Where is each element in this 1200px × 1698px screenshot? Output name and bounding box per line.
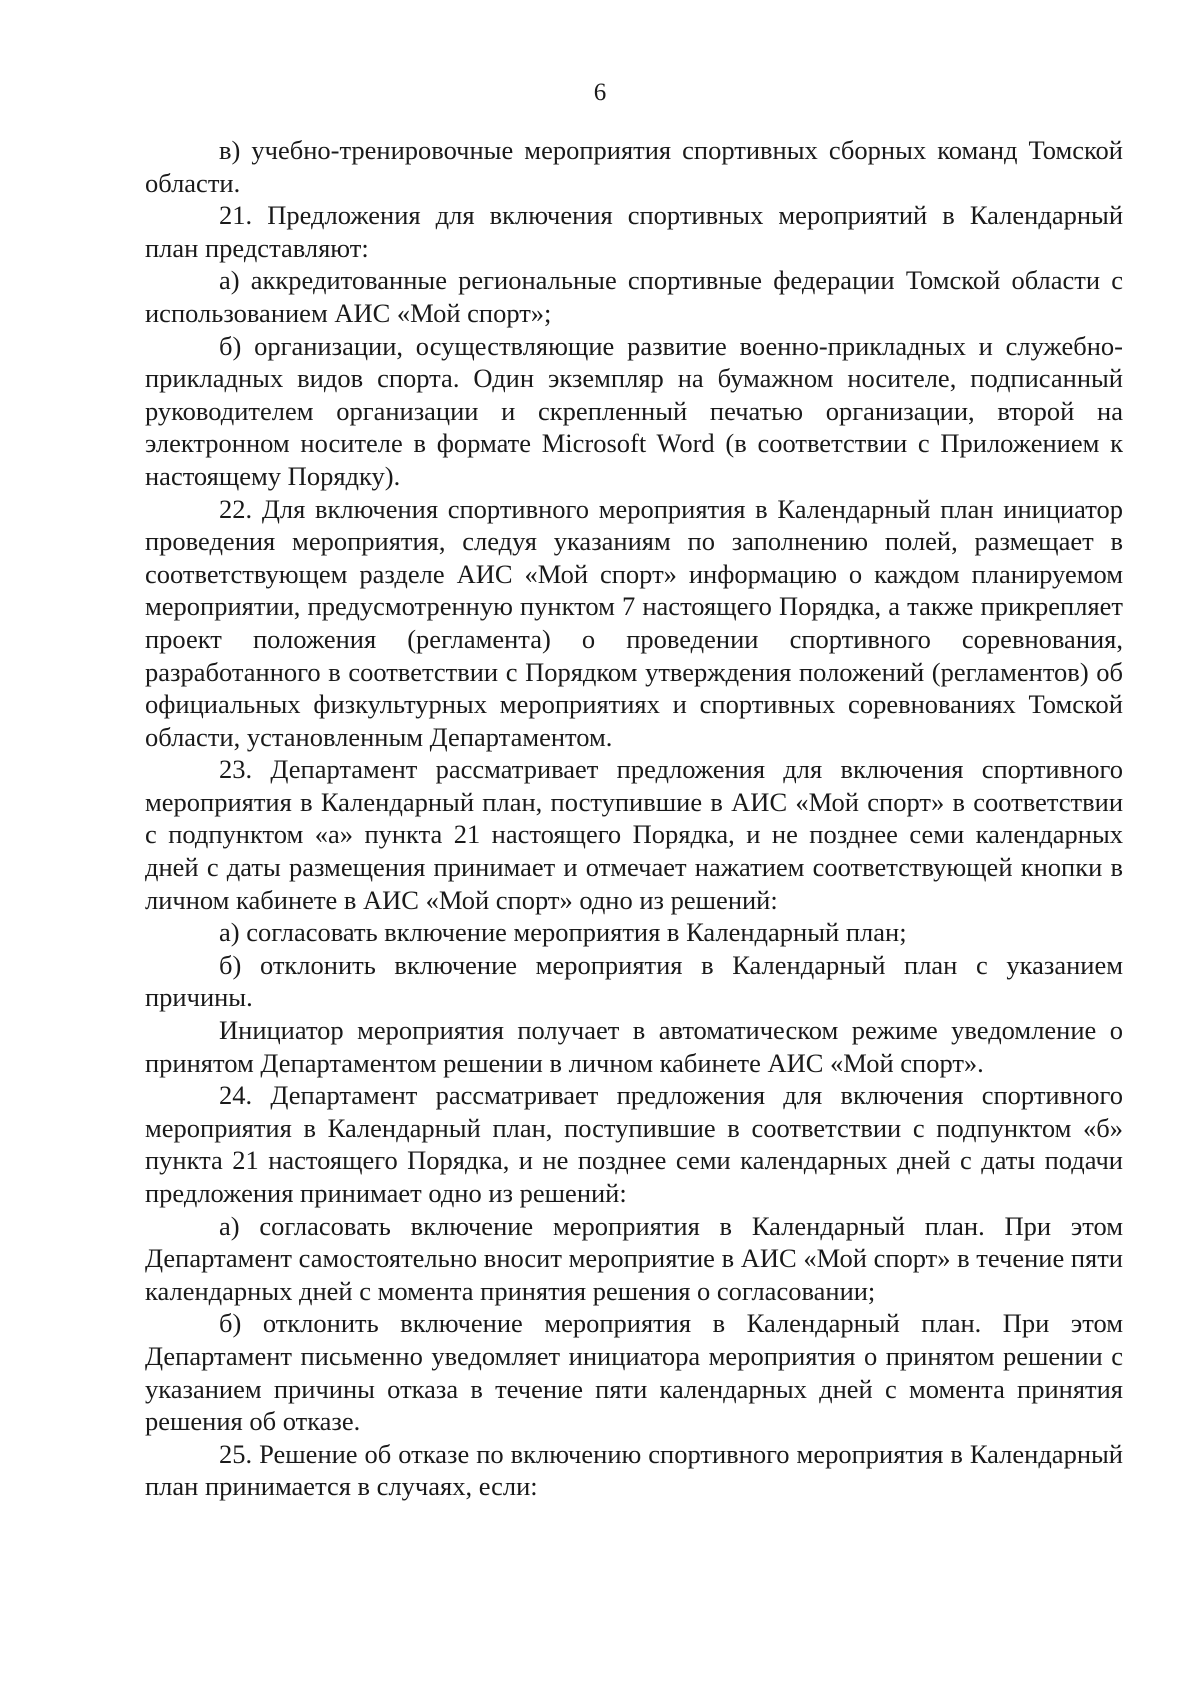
paragraph-22-inclusion-procedure: 22. Для включения спортивного мероприятия в Календарный план инициатор проведения мероприятия, следуя указаниям по заполнению полей, размещает в соответствующем разделе АИС «Мой спорт» информацию о каждом планируемом мероприятии, предусмотренную пунктом 7 настоящего Порядка, а также прикрепляет проект положения (регламента) о проведении спортивного соревнования, разработанного в соответствии с Порядком утверждения положений (регламентов) об официальных физкультурных мероприятиях и спортивных соревнованиях Томской области, установленным Департаментом.	[145, 493, 1123, 752]
paragraph-23-department-review: 23. Департамент рассматривает предложения для включения спортивного мероприятия в Календарный план, поступившие в АИС «Мой спорт» в соответствии с подпунктом «а» пункта 21 настоящего Порядка, и не позднее семи календарных дней с даты размещения принимает и отмечает нажатием соответствующей кнопки в личном кабинете в АИС «Мой спорт» одно из решений:	[145, 754, 1123, 915]
page-number: 6	[593, 79, 607, 106]
paragraph-21a-federations: а) аккредитованные региональные спортивные федерации Томской области с использованием АИС «Мой спорт»;	[145, 265, 1123, 328]
paragraph-item-v-training-events: в) учебно-тренировочные мероприятия спортивных сборных команд Томской области.	[145, 135, 1123, 198]
paragraph-23b-reject: б) отклонить включение мероприятия в Календарный план с указанием причины.	[145, 949, 1123, 1013]
paragraph-21b-organizations: б) организации, осуществляющие развитие военно-прикладных и служебно-прикладных видов спорта. Один экземпляр на бумажном носителе, подписанный руководителем организации и скрепленный печатью организации, второй на электронном носителе в формате Microsoft Word (в соответствии с Приложением к настоящему Порядку).	[145, 330, 1123, 491]
paragraph-24b-reject: б) отклонить включение мероприятия в Календарный план. При этом Департамент письменно уведомляет инициатора мероприятия о принятом решении с указанием причины отказа в течение пяти календарных дней с момента принятия решения об отказе.	[145, 1308, 1123, 1437]
paragraph-23a-approve: а) согласовать включение мероприятия в Календарный план;	[219, 917, 907, 948]
paragraph-23-notification: Инициатор мероприятия получает в автоматическом режиме уведомление о принятом Департаментом решении в личном кабинете АИС «Мой спорт».	[145, 1015, 1123, 1078]
paragraph-25-refusal-cases: 25. Решение об отказе по включению спортивного мероприятия в Календарный план принимается в случаях, если:	[145, 1438, 1123, 1502]
paragraph-24a-approve: а) согласовать включение мероприятия в Календарный план. При этом Департамент самостоятельно вносит мероприятие в АИС «Мой спорт» в течение пяти календарных дней с момента принятия решения о согласовании;	[145, 1210, 1123, 1306]
paragraph-24-department-review: 24. Департамент рассматривает предложения для включения спортивного мероприятия в Календарный план, поступившие в соответствии с подпунктом «б» пункта 21 настоящего Порядка, и не позднее семи календарных дней с даты подачи предложения принимает одно из решений:	[145, 1080, 1123, 1208]
document-body	[145, 134, 1123, 1503]
paragraph-21-proposals: 21. Предложения для включения спортивных мероприятий в Календарный план представляют:	[145, 200, 1123, 263]
